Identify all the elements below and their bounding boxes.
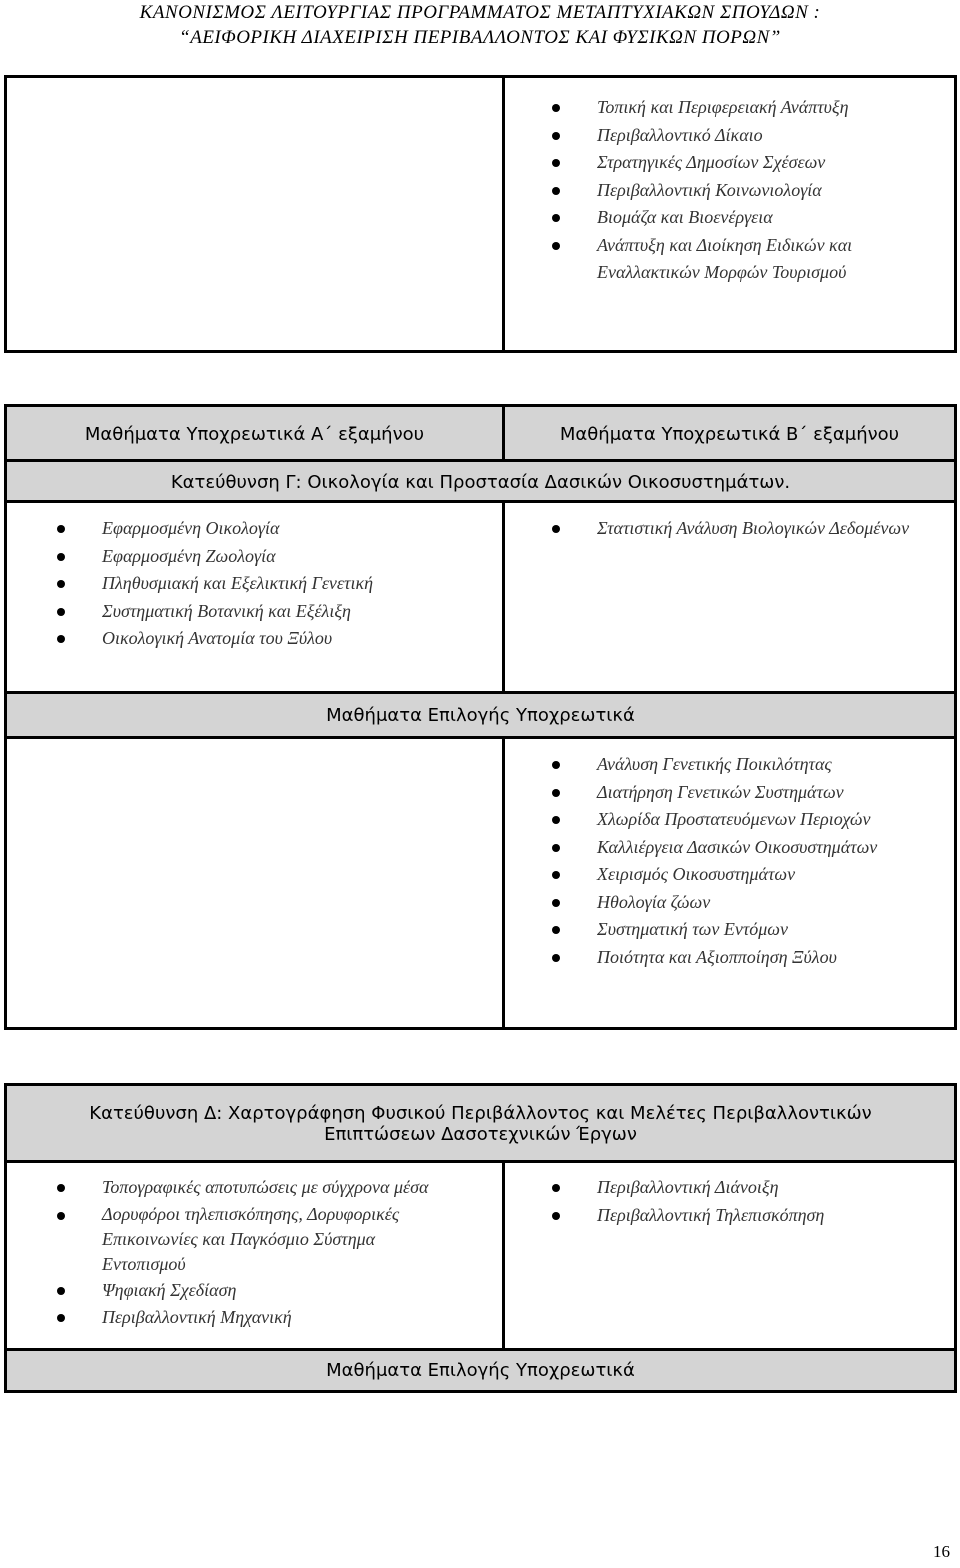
- list-item: Στατιστική Ανάλυση Βιολογικών Δεδομένων: [552, 515, 942, 543]
- list-item: Τοπική και Περιφερειακή Ανάπτυξη: [552, 94, 892, 122]
- row-divider: [7, 1160, 954, 1163]
- list-item: Δορυφόροι τηλεπισκόπησης, Δορυφορικές Επικοινωνίες και Παγκόσμιο Σύστημα Εντοπισμού: [57, 1202, 447, 1277]
- header-line-1: ΚΑΝΟΝΙΣΜΟΣ ΛΕΙΤΟΥΡΓΙΑΣ ΠΡΟΓΡΑΜΜΑΤΟΣ ΜΕΤΑΠΤΥΧΙΑΚΩΝ ΣΠΟΥΔΩΝ :: [139, 2, 821, 23]
- column-divider: [502, 739, 505, 1027]
- list-item: Περιβαλλοντική Κοινωνιολογία: [552, 177, 892, 205]
- list-item: Συστηματική των Εντόμων: [552, 916, 942, 944]
- header-line-2: “ΑΕΙΦΟΡΙΚΗ ΔΙΑΧΕΙΡΙΣΗ ΠΕΡΙΒΑΛΛΟΝΤΟΣ ΚΑΙ ΦΥΣΙΚΩΝ ΠΟΡΩΝ”: [179, 27, 781, 48]
- list-item: Περιβαλλοντική Τηλεπισκόπηση: [552, 1202, 942, 1230]
- page-number: 16: [933, 1542, 950, 1561]
- list-item: Οικολογική Ανατομία του Ξύλου: [57, 625, 487, 653]
- list-item: Περιβαλλοντική Μηχανική: [57, 1304, 447, 1332]
- list-item: Πληθυσμιακή και Εξελικτική Γενετική: [57, 570, 487, 598]
- direction-c-title: Κατεύθυνση Γ: Οικολογία και Προστασία Δασικών Οικοσυστημάτων.: [7, 462, 954, 502]
- top-course-list: [552, 94, 892, 287]
- semester-b-header: Μαθήματα Υποχρεωτικά Β΄ εξαμήνου: [505, 407, 954, 462]
- semester-a-course-list: [57, 515, 487, 653]
- column-divider: [502, 78, 505, 350]
- electives-header: Μαθήματα Επιλογής Υποχρεωτικά: [7, 1351, 954, 1390]
- direction-d-course-list-a: [57, 1174, 447, 1332]
- list-item: Χλωρίδα Προστατευόμενων Περιοχών: [552, 806, 942, 834]
- direction-d-course-list-b: [552, 1174, 942, 1229]
- electives-course-list: [552, 751, 942, 971]
- direction-d-title: [7, 1086, 954, 1161]
- list-item: Διατήρηση Γενετικών Συστημάτων: [552, 779, 942, 807]
- document-header: [0, 0, 960, 50]
- list-item: Ποιότητα και Αξιοπποίηση Ξύλου: [552, 944, 942, 972]
- list-item: Τοπογραφικές αποτυπώσεις με σύγχρονα μέσα: [57, 1174, 447, 1202]
- list-item: Ψηφιακή Σχεδίαση: [57, 1277, 447, 1305]
- semester-a-header: Μαθήματα Υποχρεωτικά Α΄ εξαμήνου: [7, 407, 502, 462]
- list-item: Ηθολογία ζώων: [552, 889, 942, 917]
- row-divider: [7, 736, 954, 739]
- direction-d-title-line-1: Κατεύθυνση Δ: Χαρτογράφηση Φυσικού Περιβάλλοντος και Μελέτες Περιβαλλοντικών: [89, 1102, 872, 1124]
- list-item: Εφαρμοσμένη Οικολογία: [57, 515, 487, 543]
- list-item: Ανάπτυξη και Διοίκηση Ειδικών και Εναλλακτικών Μορφών Τουρισμού: [552, 232, 892, 287]
- list-item: Συστηματική Βοτανική και Εξέλιξη: [57, 598, 487, 626]
- list-item: Περιβαλλοντική Διάνοιξη: [552, 1174, 942, 1202]
- row-divider: [7, 500, 954, 503]
- column-divider: [502, 503, 505, 691]
- electives-header: Μαθήματα Επιλογής Υποχρεωτικά: [7, 694, 954, 736]
- direction-d-table: [4, 1083, 957, 1393]
- list-item: Εφαρμοσμένη Ζωολογία: [57, 543, 487, 571]
- list-item: Καλλιέργεια Δασικών Οικοσυστημάτων: [552, 834, 942, 862]
- column-divider: [502, 1163, 505, 1348]
- top-course-box: [4, 75, 957, 353]
- list-item: Περιβαλλοντικό Δίκαιο: [552, 122, 892, 150]
- semester-b-course-list: [552, 515, 942, 543]
- list-item: Βιομάζα και Βιοενέργεια: [552, 204, 892, 232]
- list-item: Χειρισμός Οικοσυστημάτων: [552, 861, 942, 889]
- direction-c-table: [4, 404, 957, 1030]
- direction-d-title-line-2: Επιπτώσεων Δασοτεχνικών Έργων: [324, 1123, 637, 1145]
- list-item: Ανάλυση Γενετικής Ποικιλότητας: [552, 751, 942, 779]
- list-item: Στρατηγικές Δημοσίων Σχέσεων: [552, 149, 892, 177]
